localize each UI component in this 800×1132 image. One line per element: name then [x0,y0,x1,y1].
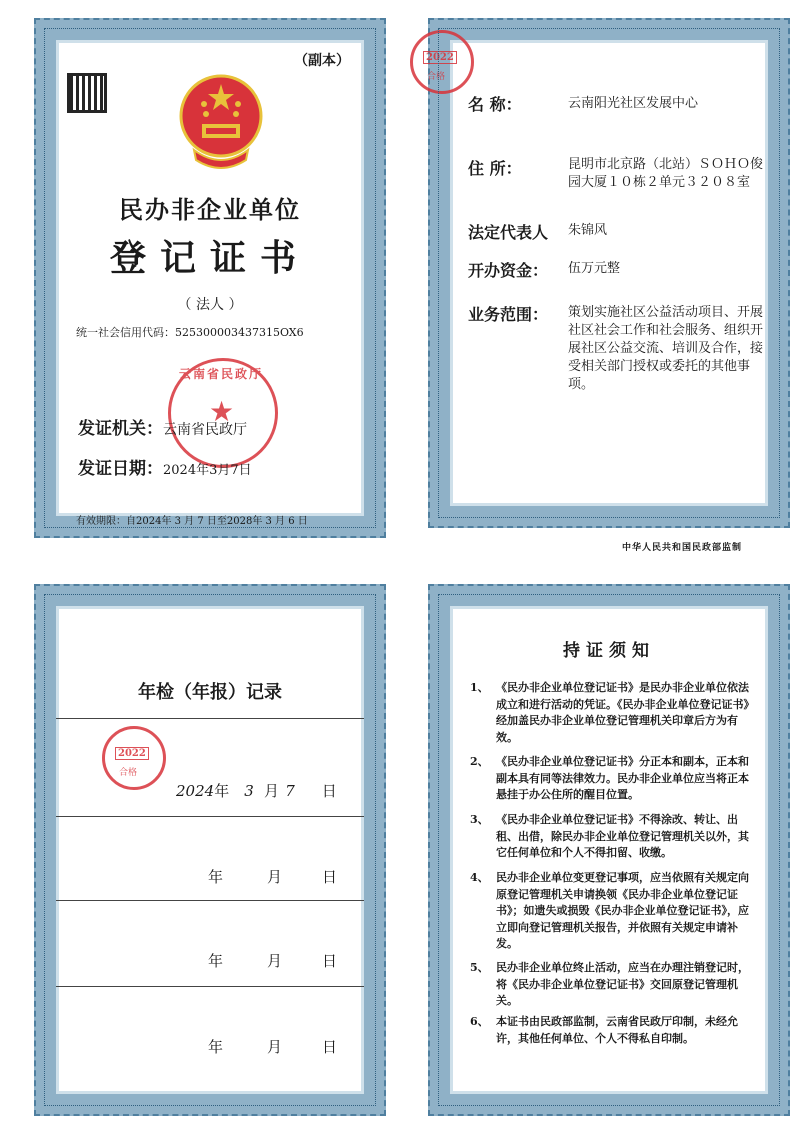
notice-text: 本证书由民政部监制，云南省民政厅印制，未经允许，其他任何单位、个人不得私自印制。 [496,1015,738,1045]
notice-number: 3、 [470,813,489,826]
annual-stamp-year: 2022 [115,747,149,760]
year-label: 年 [208,868,224,886]
name-value: 云南阳光社区发展中心 [568,96,699,111]
scope-label: 业务范围： [468,305,549,324]
scope-value: 策划实施社区公益活动项目、开展社区社会工作和社会服务、组织开展社区公益交流、培训及合作，接受相关部门授权或委托的其他事项。 [568,305,764,392]
name-label: 名 称： [468,95,522,114]
credit-code-label: 统一社会信用代码： [76,326,175,339]
notice-text: 《民办非企业单位登记证书》是民办非企业单位依法成立和进行活动的凭证。《民办非企业单位登记证书》经加盖民办非企业单位登记管理机关印章后方为有效。 [496,681,755,744]
validity-period: 有效期限：自2024年 3 月 7 日至2028年 3 月 6 日 [76,516,308,527]
notice-item [470,960,758,1010]
record-row [176,780,337,801]
inspection-stamp-year: 2022 [423,51,457,64]
notice-number: 5、 [470,961,489,974]
capital-value: 伍万元整 [568,261,621,276]
notice-text: 《民办非企业单位登记证书》分正本和副本，正本和副本具有同等法律效力。民办非企业单位应当将正本悬挂于办公住所的醒目位置。 [496,755,749,801]
issuer-row [78,414,247,439]
issuer-label: 发证机关： [78,419,163,439]
credit-code-value: 525300003437315OX6 [175,326,304,339]
record-divider [56,816,364,817]
notice-item [470,680,758,746]
annual-inspection-panel [34,584,386,1116]
issue-date-row [78,454,252,479]
day-label: 日 [322,1038,338,1056]
inspection-stamp [410,30,474,94]
notice-text: 《民办非企业单位登记证书》不得涂改、转让、出租、出借，除民办非企业单位登记管理机关以外，其它任何单位和个人不得扣留、收缴。 [496,813,749,859]
notice-text: 民办非企业单位变更登记事项，应当依照有关规定向原登记管理机关申请换领《民办非企业单位登记证书》；如遗失或损毁《民办非企业单位登记证书》，应立即向登记管理机关报告，并依照有关规定申请补发。 [496,871,749,950]
year-label: 年 [208,952,224,970]
record-day: 7 [285,782,295,800]
certificate-details-panel [428,18,790,528]
annual-inspection-title: 年检（年报）记录 [138,682,282,703]
record-year: 2024 [176,782,215,800]
annual-stamp [102,726,166,790]
national-emblem-icon [176,70,266,178]
notice-title: 持证须知 [563,641,655,661]
notice-number: 4、 [470,871,489,884]
capital-label: 开办资金： [468,261,549,280]
record-divider [56,986,364,987]
address-value: 昆明市北京路（北站）ＳＯＨＯ俊园大厦１０栋２单元３２０８室 [568,157,764,190]
certificate-front-panel [34,18,386,538]
certificate-title: 登记证书 [109,238,310,279]
notice-number: 6、 [470,1015,489,1028]
month-label: 月 [267,952,283,970]
seal-star-icon: ★ [209,395,235,428]
notice-item [470,812,758,862]
legal-rep-value: 朱锦风 [568,223,608,238]
address-label: 住 所： [468,159,522,178]
record-row [208,950,337,971]
notice-item [470,754,758,804]
annual-stamp-text: 合格 [119,768,138,778]
legal-person-type: （ 法人 ） [177,297,243,313]
qr-code-icon [70,76,104,110]
certificate-category: 民办非企业单位 [119,196,301,224]
record-divider [56,718,364,719]
day-label: 日 [322,952,338,970]
issuer-value: 云南省民政厅 [163,422,247,438]
official-seal [168,358,278,468]
day-label: 日 [322,868,338,886]
year-label: 年 [208,1038,224,1056]
record-month: 3 [244,782,254,800]
month-label: 月 [267,1038,283,1056]
credit-code [76,324,304,340]
holder-notice-panel [428,584,790,1116]
notice-text: 民办非企业单位终止活动，应当在办理注销登记时，将《民办非企业单位登记证书》交回原登记管理机关。 [496,961,749,1007]
month-label: 月 [263,782,279,800]
notice-number: 1、 [470,681,489,694]
copy-mark: （副本） [294,53,350,69]
issue-date-label: 发证日期： [78,459,163,479]
notice-number: 2、 [470,755,489,768]
record-row [208,866,337,887]
legal-rep-label: 法定代表人 [468,223,549,242]
year-label: 年 [214,782,230,800]
day-label: 日 [321,782,337,800]
inspection-stamp-text: 合格 [427,72,446,82]
record-divider [56,900,364,901]
month-label: 月 [267,868,283,886]
notice-item [470,870,758,953]
record-row [208,1036,337,1057]
seal-text: 云南省民政厅 [178,367,263,381]
notice-item [470,1014,758,1047]
issue-date-value: 2024年3月7日 [163,463,252,478]
supervision-footer: 中华人民共和国民政部监制 [622,543,743,553]
